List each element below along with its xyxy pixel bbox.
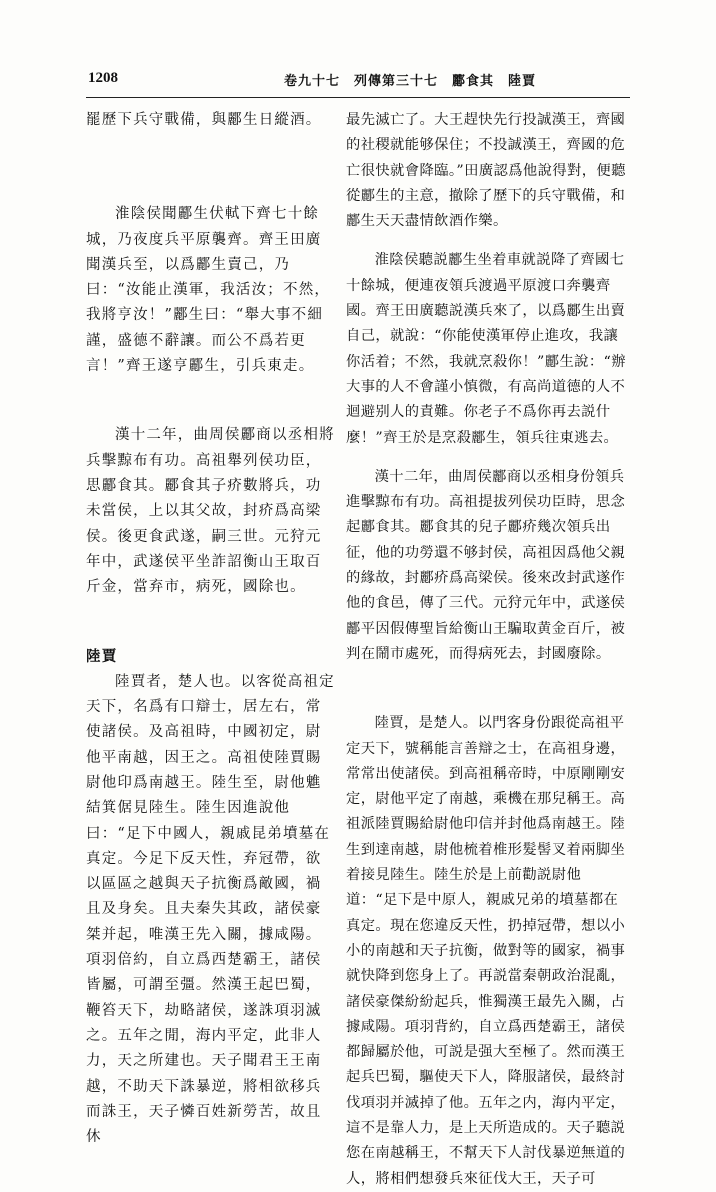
translation-paragraph-0: 最先滅亡了。大王趕快先行投誠漢王，齊國的社稷就能够保住；不投誠漢王，齊國的危亡很快就會降臨。”田廣認爲他說得對，便聽從酈生的主意，撤除了歷下的兵守戰備，和酈生天天盡情飲酒作樂。 — [346, 112, 626, 230]
spacer — [86, 133, 336, 158]
paragraph-2: 漢十二年，曲周侯酈商以丞相將兵擊黥布有功。高祖舉列侯功臣，思酈食其。酈食其子疥數將兵，功未當侯，上以其父故，封疥爲高梁侯。後更食武遂，嗣三世。元狩元年中，武遂侯平坐詐詔衡山王取百斤金，當弃市，病死，國除也。 — [86, 427, 335, 596]
spacer — [86, 600, 336, 644]
translation-column — [346, 108, 632, 1192]
spacer — [346, 451, 632, 465]
page-number: 1208 — [88, 70, 118, 86]
classical-text-column — [86, 108, 336, 1150]
translation-paragraph-3: 陸賈，是楚人。以門客身份跟從高祖平定天下，號稱能言善辯之士，在高祖身邊，常常出使諸侯。到高祖稱帝時，中原剛剛安定，尉他平定了南越，乘機在那兒稱王。高祖派陸賈賜給尉他印信并封他爲南越王。陸生到達南越，尉他梳着椎形髮髻叉着兩脚坐着接見陸生。陸生於是上前勸説尉他道：“足下是中原人，親戚兄弟的墳墓都在真定。現在您違反天性，扔掉冠帶，想以小小的南越和天子抗衡，做對等的國家，禍事就快降到您身上了。再説當秦朝政治混亂，諸侯豪傑紛紛起兵，惟獨漢王最先入關，占據咸陽。項羽背約，自立爲西楚霸王，諸侯都歸屬於他，可説是强大至極了。然而漢王起兵巴蜀，驅使天下人，降服諸侯，最終討伐項羽并滅掉了他。五年之内，海内平定，這不是靠人力，是上天所造成的。天子聽説您在南越稱王，不幫天下人討伐暴逆無道的人，將相們想發兵來征伐大王，天子可 — [346, 715, 626, 1187]
spacer — [86, 379, 336, 423]
section-heading: 陸賈 — [86, 648, 118, 666]
translation-paragraph-1: 淮陰侯聽説酈生坐着車就説降了齊國七十餘城，便連夜領兵渡過平原渡口奔襲齊國。齊王田廣聽説漢兵來了，以爲酈生出賣自己，就說：“你能使漢軍停止進攻，我讓你活着；不然，我就烹殺你！”酈生說：“辦大事的人不會謹小慎微，有高尚道德的人不迴避别人的責難。你老子不爲你再去説什麼！”齊王於是烹殺酈生，領兵往東逃去。 — [346, 252, 626, 446]
paragraph-1: 淮陰侯聞酈生伏軾下齊七十餘城，乃夜度兵平原襲齊。齊王田廣聞漢兵至，以爲酈生賣己，乃曰：“汝能止漢軍，我活汝；不然，我將亨汝！”酈生曰：“舉大事不細謹，盛德不辭讓。而公不爲若更言！”齊王遂亨酈生，引兵東走。 — [86, 206, 331, 375]
header-rule — [86, 97, 630, 98]
running-title: 卷九十七 列傳第三十七 酈食其 陸賈 — [284, 74, 537, 89]
translation-paragraph-2: 漢十二年，曲周侯酈商以丞相身份領兵進擊黥布有功。高祖提拔列侯功臣時，思念起酈食其。酈食其的兒子酈疥幾次領兵出征，他的功勞還不够封侯，高祖因爲他父親的緣故，封酈疥爲高梁侯。後來改封武遂作他的食邑，傳了三代。元狩元年中，武遂侯酈平因假傳聖旨給衡山王騙取黄金百斤，被判在鬧市處死，而得病死去，封國廢除。 — [346, 468, 626, 662]
spacer — [86, 158, 336, 202]
page-header — [88, 70, 628, 96]
paragraph-0: 罷歷下兵守戰備，與酈生日縱酒。 — [86, 112, 322, 128]
spacer — [346, 667, 632, 711]
spacer — [346, 234, 632, 248]
paragraph-3: 陸賈者，楚人也。以客從高祖定天下，名爲有口辯士，居左右，常使諸侯。及高祖時，中國初定，尉他平南越，因王之。高祖使陸賈賜尉他印爲南越王。陸生至，尉他魋結箕倨見陸生。陸生因進說他曰：“足下中國人，親戚昆弟墳墓在真定。今足下反天性，弃冠帶，欲以區區之越與天子抗衡爲敵國，禍且及身矣。且夫秦失其政，諸侯豪桀并起，唯漢王先入關，據咸陽。項羽倍約，自立爲西楚霸王，諸侯皆屬，可謂至彊。然漢王起巴蜀，鞭笞天下，劫略諸侯，遂誅項羽滅之。五年之閒，海内平定，此非人力，天之所建也。天子聞君王王南越，不助天下誅暴逆，將相欲移兵而誅王，天子憐百姓新勞苦，故且休 — [86, 673, 335, 1146]
